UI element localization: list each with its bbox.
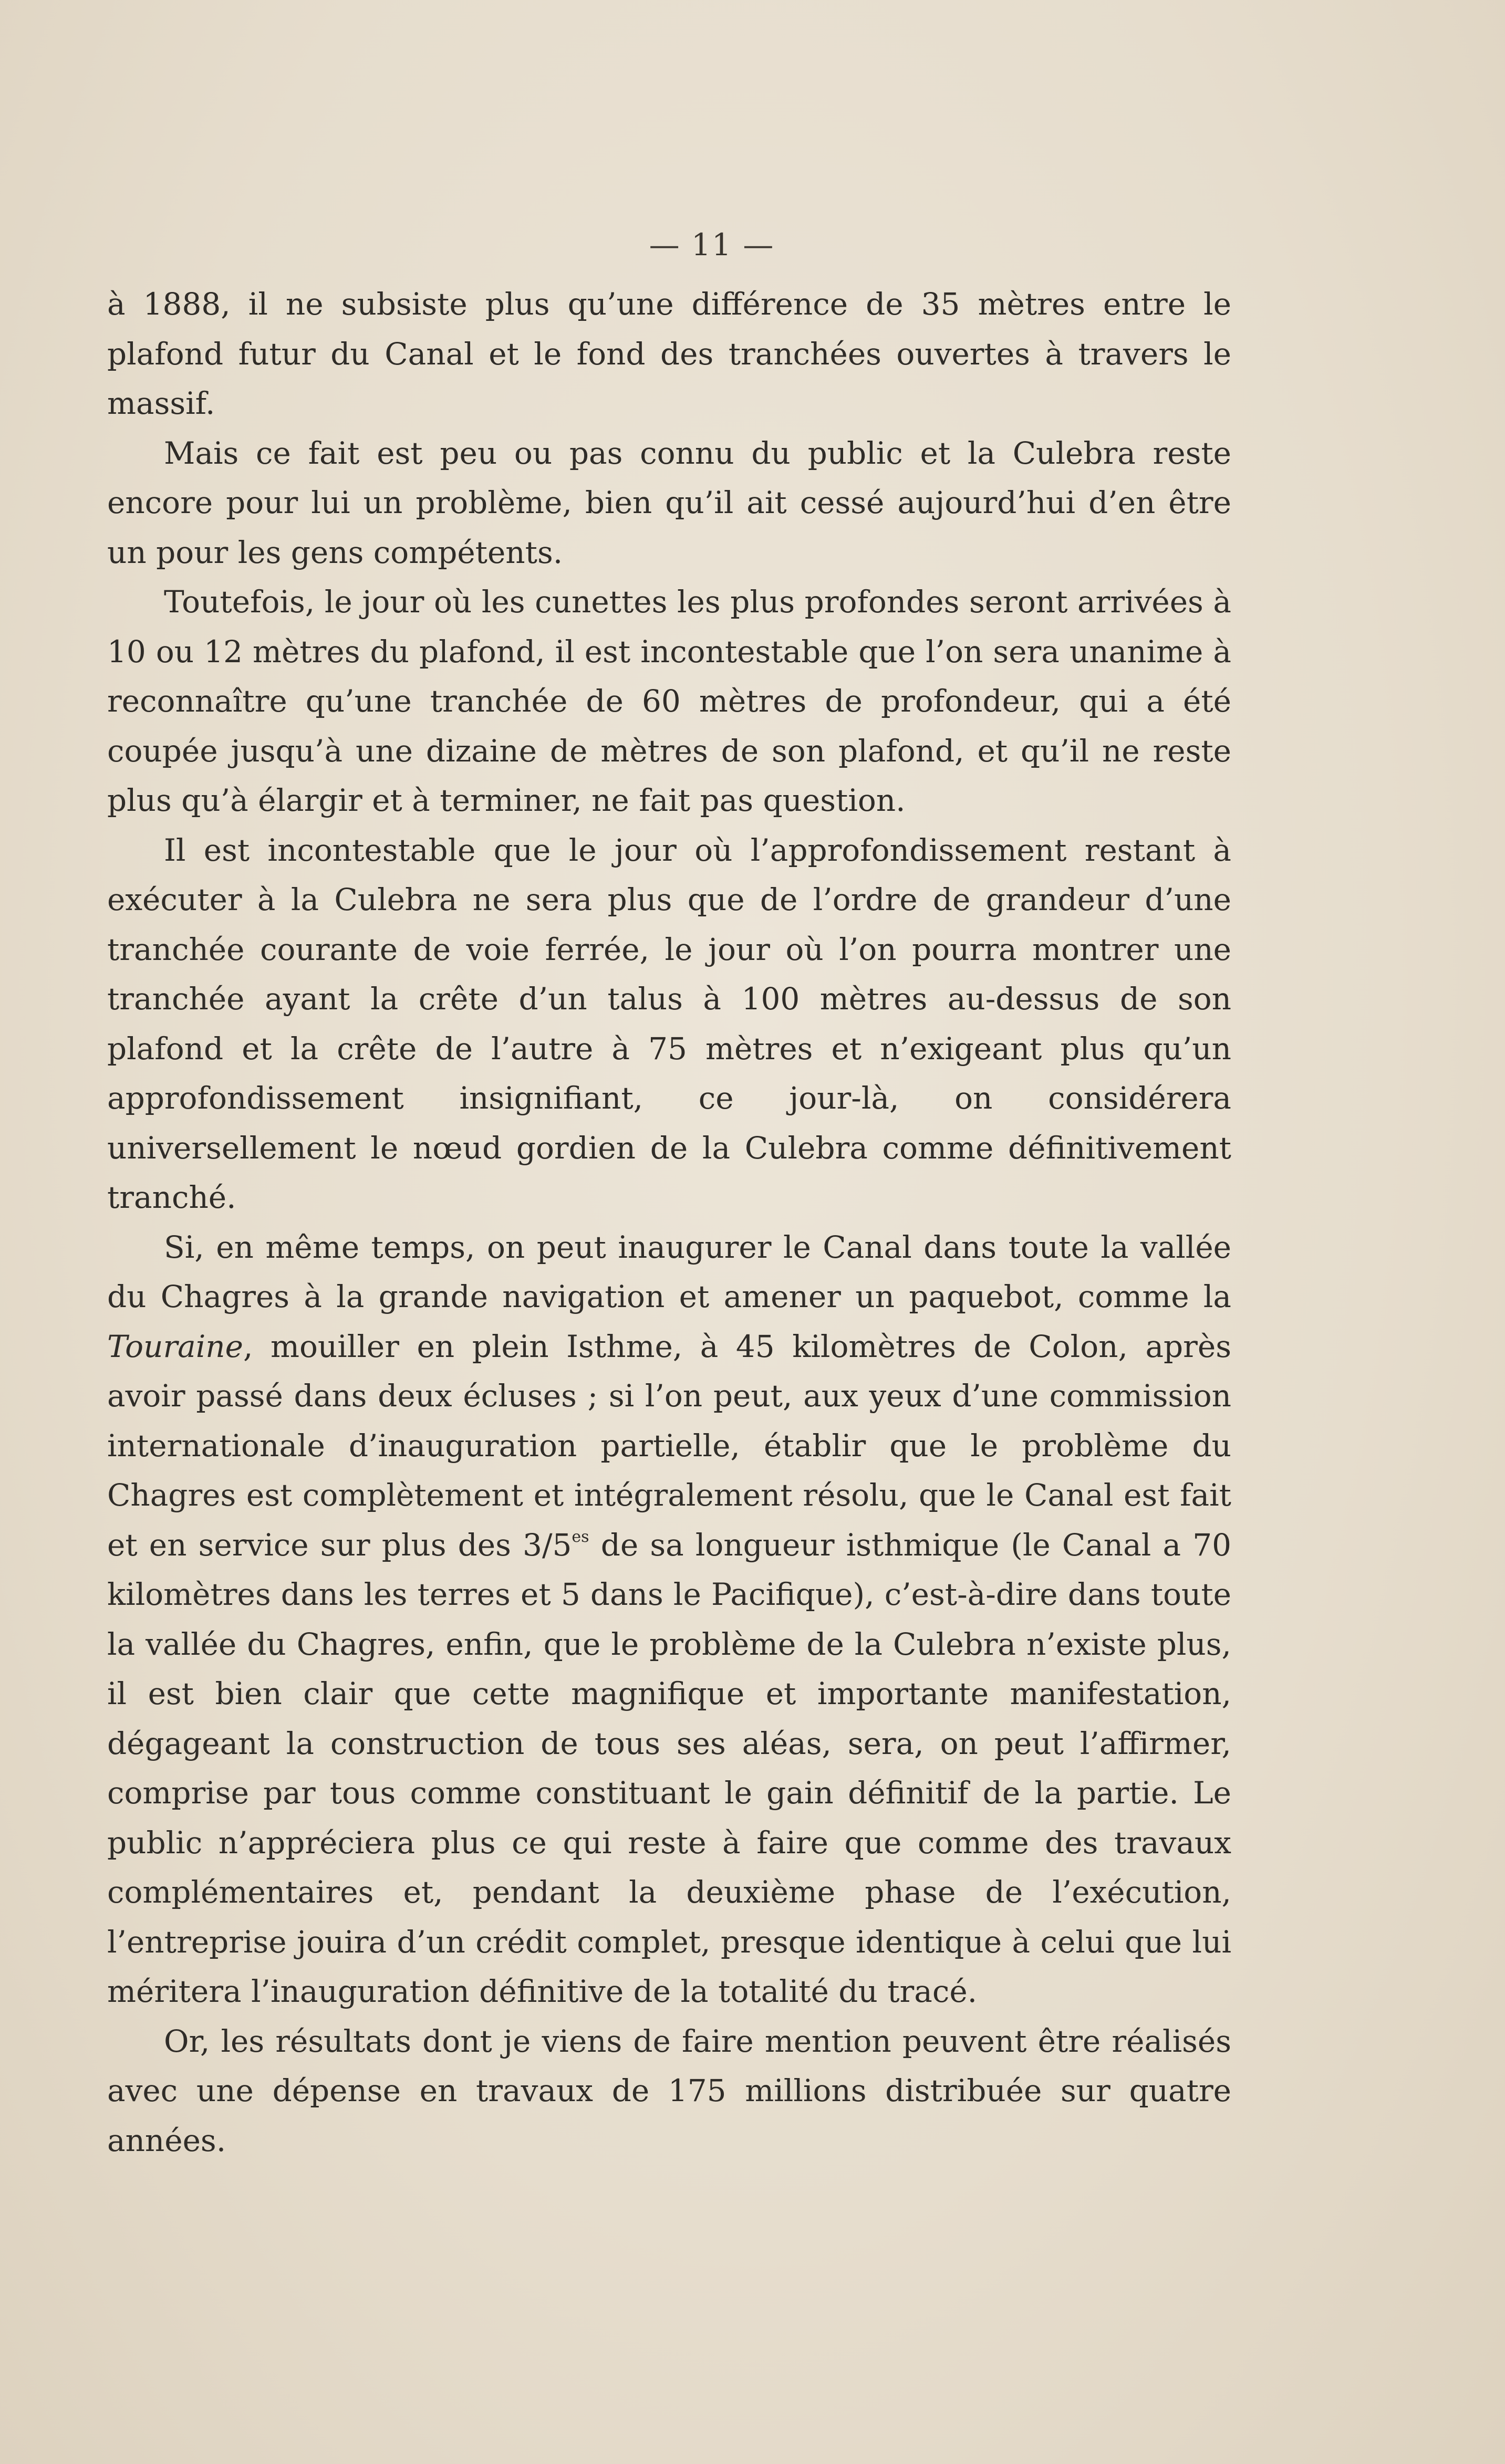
paragraph: Or, les résultats dont je viens de faire mention peuvent être réalisés avec une dépense en travaux de 175 millions distribuée sur quatre années. — [107, 2023, 1231, 2158]
paragraph-text: Si, en même temps, on peut inaugurer le Canal dans toute la vallée du Chagres à la grande navigation et amener un paquebot, comme la — [107, 1229, 1231, 1314]
paragraph-text: , mouiller en plein Isthme, à 45 kilomètres de Colon, après avoir passé dans deux écluses ; si l’on peut, aux yeux d’une commission internationale d’inauguration partielle, établir que le problème du Chagres est complètement et intégralement résolu, que le Canal est fait et en service sur plus des 3/5 — [107, 1328, 1231, 1563]
paragraph: Toutefois, le jour où les cunettes les plus profondes seront arrivées à 10 ou 12 mètres du plafond, il est incontestable que l’on sera unanime à reconnaître qu’une tranchée de 60 mètres de profondeur, qui a été coupée jusqu’à une dizaine de mètres de son plafond, et qu’il ne reste plus qu’à élargir et à terminer, ne fait pas question. — [107, 584, 1231, 818]
paragraph: Il est incontestable que le jour où l’approfondissement restant à exécuter à la Culebra ne sera plus que de l’ordre de grandeur d’une tranchée courante de voie ferrée, le jour où l’on pourra montrer une tranchée ayant la crête d’un talus à 100 mètres au-dessus de son plafond et la crête de l’autre à 75 mètres et n’exigeant plus qu’un approfondissement insignifiant, ce jour-là, on considérera universellement le nœud gordien de la Culebra comme définitivement tranché. — [107, 832, 1231, 1215]
paragraph: à 1888, il ne subsiste plus qu’une différence de 35 mètres entre le plafond futur du Canal et le fond des tranchées ouvertes à travers le massif. — [107, 286, 1231, 421]
paragraph: Mais ce fait est peu ou pas connu du public et la Culebra reste encore pour lui un problème, bien qu’il ait cessé aujourd’hui d’en être un pour les gens compétents. — [107, 435, 1231, 570]
page-number: — 11 — — [649, 227, 775, 263]
paragraph-text: de sa longueur isthmique (le Canal a 70 kilomètres dans les terres et 5 dans le Pacifique), c’est-à-dire dans toute la vallée du Chagres, enfin, que le problème de la Culebra n’existe plus, il est bien clair que cette magnifique et importante manifestation, dégageant la construction de tous ses aléas, sera, on peut l’affirmer, comprise par tous comme constituant le gain définitif de la partie. Le public n’appréciera plus ce qui reste à faire que comme des travaux complémentaires et, pendant la deuxième phase de l’exécution, l’entreprise jouira d’un crédit complet, presque identique à celui que lui méritera l’inauguration définitive de la totalité du tracé. — [107, 1527, 1231, 2009]
superscript: es — [572, 1527, 589, 1546]
paragraph — [107, 1223, 1231, 2017]
ship-name: Touraine — [107, 1328, 243, 1364]
body-text — [107, 279, 1231, 2165]
